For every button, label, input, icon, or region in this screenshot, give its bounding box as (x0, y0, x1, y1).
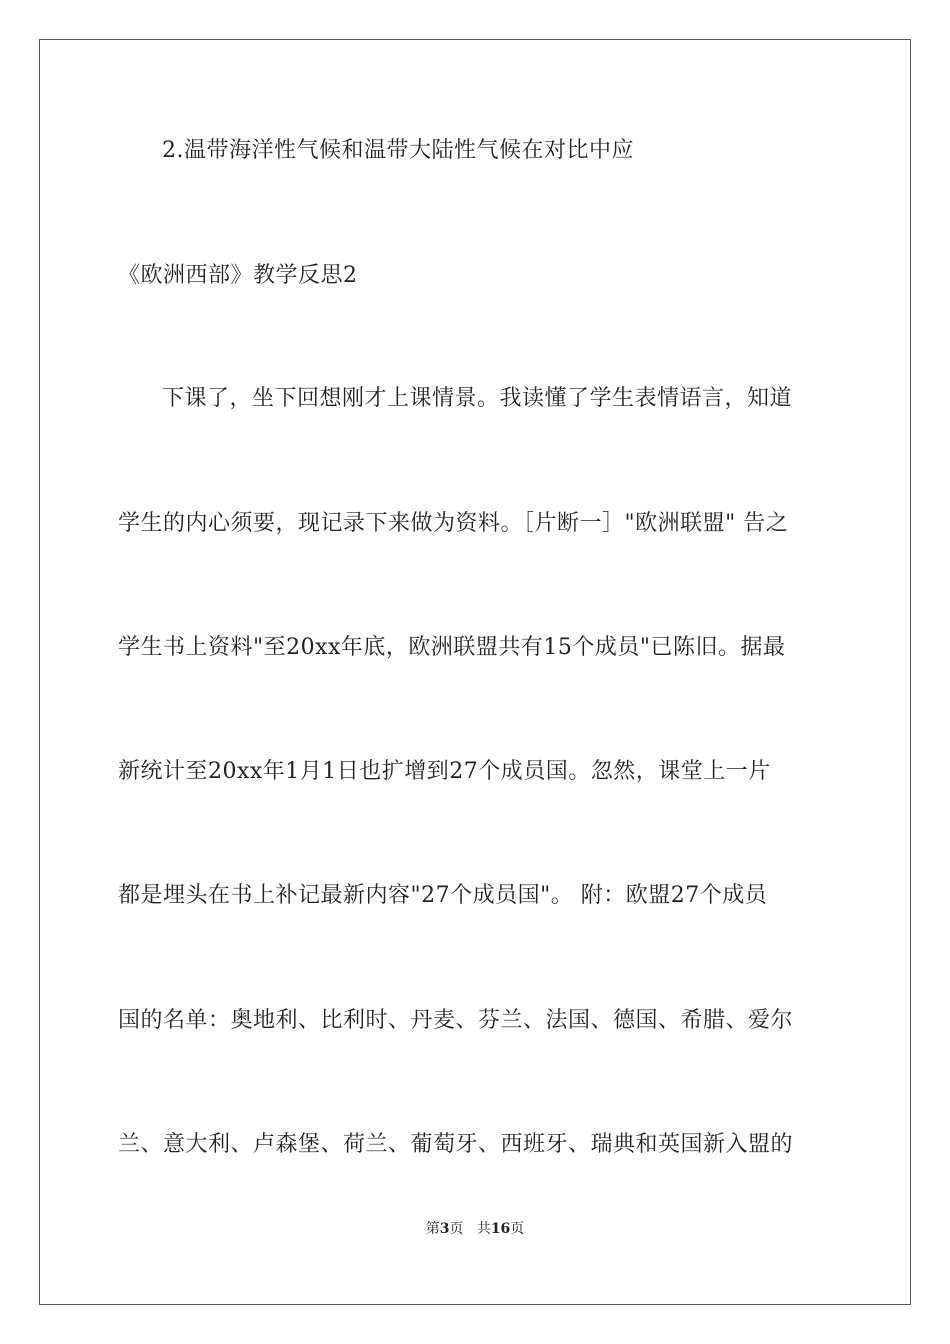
footer-page-total: 16 (490, 1221, 511, 1237)
footer-total-prefix: 共 (476, 1221, 491, 1237)
section-heading: 《欧洲西部》教学反思2 (118, 263, 358, 288)
paragraph-line-1: 2.温带海洋性气候和温带大陆性气候在对比中应 (162, 138, 634, 163)
footer-page-current: 3 (439, 1221, 450, 1237)
paragraph-line-8: 兰、意大利、卢森堡、荷兰、葡萄牙、西班牙、瑞典和英国新入盟的 (118, 1132, 794, 1157)
page-border (39, 39, 911, 1305)
paragraph-line-3: 学生的内心须要，现记录下来做为资料。［片断一］"欧洲联盟" 告之 (118, 511, 789, 536)
paragraph-line-5: 新统计至20xx年1月1日也扩增到27个成员国。忽然，课堂上一片 (118, 759, 771, 784)
footer-total-unit: 页 (510, 1221, 525, 1237)
paragraph-line-7: 国的名单：奥地利、比利时、丹麦、芬兰、法国、德国、希腊、爱尔 (118, 1008, 794, 1033)
footer-page-unit: 页 (449, 1221, 464, 1237)
paragraph-line-4: 学生书上资料"至20xx年底，欧洲联盟共有15个成员"已陈旧。据最 (118, 635, 786, 660)
footer-page-prefix: 第 (425, 1221, 440, 1237)
paragraph-line-2: 下课了，坐下回想刚才上课情景。我读懂了学生表情语言，知道 (162, 386, 793, 411)
page-footer (0, 1218, 950, 1238)
paragraph-line-6: 都是埋头在书上补记最新内容"27个成员国"。 附：欧盟27个成员 (118, 883, 768, 908)
